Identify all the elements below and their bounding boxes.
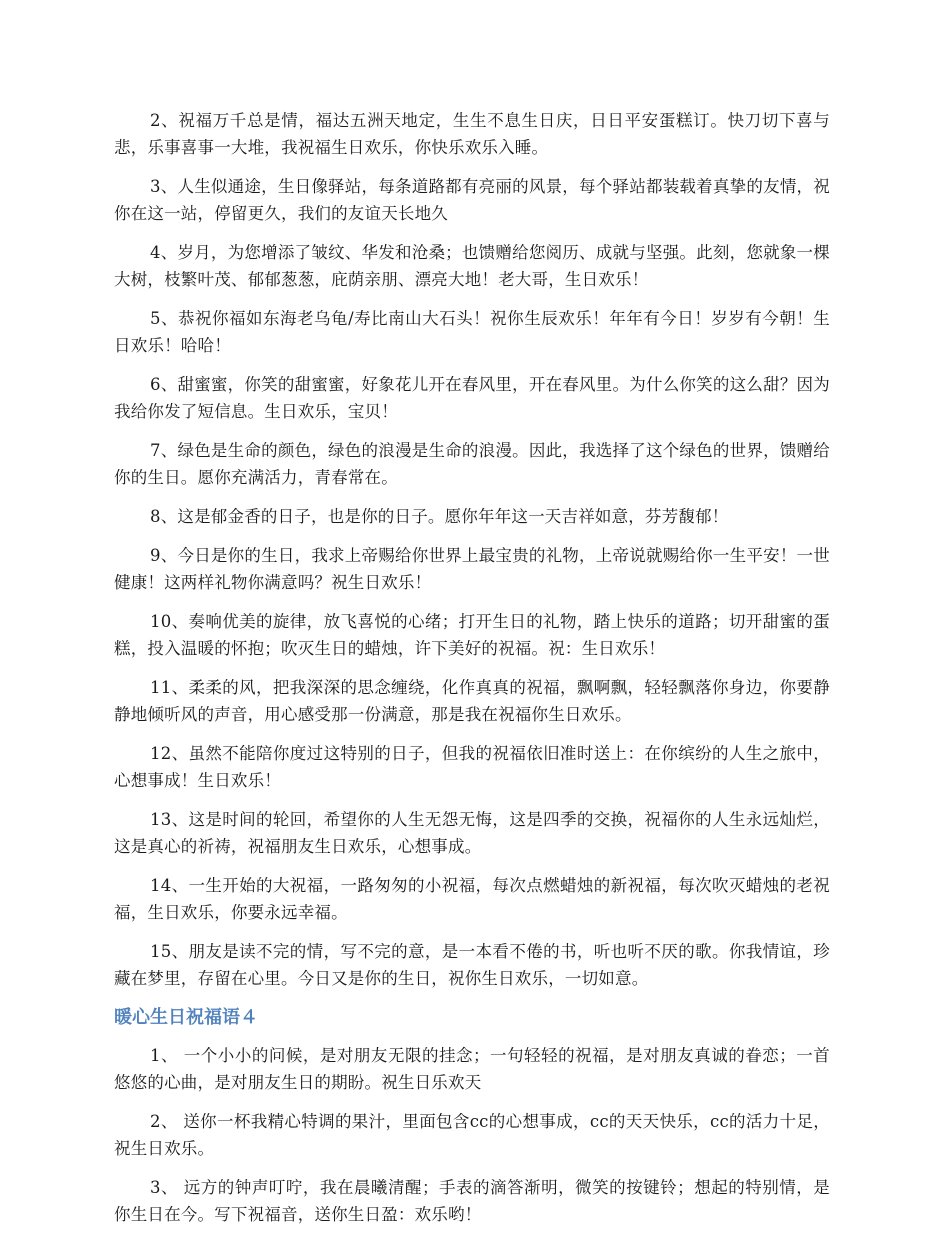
wish-paragraph-6: 6、甜蜜蜜，你笑的甜蜜蜜，好象花儿开在春风里，开在春风里。为什么你笑的这么甜？因为我给你发了短信息。生日欢乐，宝贝！ <box>114 375 830 421</box>
section4-paragraph-2: 2、 送你一杯我精心特调的果汁，里面包含cc的心想事成，cc的天天快乐，cc的活力十足，祝生日欢乐。 <box>114 1112 830 1158</box>
wish-paragraph-14: 14、一生开始的大祝福，一路匆匆的小祝福，每次点燃蜡烛的新祝福，每次吹灭蜡烛的老祝福，生日欢乐，你要永远幸福。 <box>114 876 830 922</box>
wish-paragraph-5: 5、恭祝你福如东海老乌龟/寿比南山大石头！祝你生辰欢乐！年年有今日！岁岁有今朝！生日欢乐！哈哈！ <box>114 309 830 355</box>
wish-paragraph-8: 8、这是郁金香的日子，也是你的日子。愿你年年这一天吉祥如意，芬芳馥郁！ <box>150 507 729 526</box>
wish-paragraph-10: 10、奏响优美的旋律，放飞喜悦的心绪；打开生日的礼物，踏上快乐的道路；切开甜蜜的蛋糕，投入温暖的怀抱；吹灭生日的蜡烛，许下美好的祝福。祝：生日欢乐！ <box>114 612 830 658</box>
wish-paragraph-11: 11、柔柔的风，把我深深的思念缠绕，化作真真的祝福，飘啊飘，轻轻飘落你身边，你要静静地倾听风的声音，用心感受那一份满意，那是我在祝福你生日欢乐。 <box>114 678 830 724</box>
document-body <box>114 107 830 1240</box>
wish-paragraph-15: 15、朋友是读不完的情，写不完的意，是一本看不倦的书，听也听不厌的歌。你我情谊，珍藏在梦里，存留在心里。今日又是你的生日，祝你生日欢乐，一切如意。 <box>114 942 830 988</box>
wish-paragraph-7: 7、绿色是生命的颜色，绿色的浪漫是生命的浪漫。因此，我选择了这个绿色的世界，馈赠给你的生日。愿你充满活力，青春常在。 <box>114 441 830 487</box>
section4-paragraph-1: 1、 一个小小的问候，是对朋友无限的挂念；一句轻轻的祝福，是对朋友真诚的眷恋；一首悠悠的心曲，是对朋友生日的期盼。祝生日乐欢天 <box>114 1046 830 1092</box>
wish-paragraph-2: 2、祝福万千总是情，福达五洲天地定，生生不息生日庆，日日平安蛋糕订。快刀切下喜与悲，乐事喜事一大堆，我祝福生日欢乐，你快乐欢乐入睡。 <box>114 111 830 157</box>
section-heading: 暖心生日祝福语４ <box>114 1007 258 1028</box>
wish-paragraph-12: 12、虽然不能陪你度过这特别的日子，但我的祝福依旧准时送上：在你缤纷的人生之旅中，心想事成！生日欢乐！ <box>114 744 830 790</box>
wish-paragraph-13: 13、这是时间的轮回，希望你的人生无怨无悔，这是四季的交换，祝福你的人生永远灿烂，这是真心的祈祷，祝福朋友生日欢乐，心想事成。 <box>114 810 830 856</box>
wish-paragraph-3: 3、人生似通途，生日像驿站，每条道路都有亮丽的风景，每个驿站都装载着真挚的友情，祝你在这一站，停留更久，我们的友谊天长地久 <box>114 177 830 223</box>
wish-paragraph-4: 4、岁月，为您增添了皱纹、华发和沧桑；也馈赠给您阅历、成就与坚强。此刻，您就象一棵大树，枝繁叶茂、郁郁葱葱，庇荫亲朋、漂亮大地！老大哥，生日欢乐！ <box>114 243 830 289</box>
wish-paragraph-9: 9、今日是你的生日，我求上帝赐给你世界上最宝贵的礼物，上帝说就赐给你一生平安！一世健康！这两样礼物你满意吗？祝生日欢乐！ <box>114 546 830 592</box>
section4-paragraph-3: 3、 远方的钟声叮咛，我在晨曦清醒；手表的滴答渐明，微笑的按键铃；想起的特别情，是你生日在今。写下祝福音，送你生日盈：欢乐哟！ <box>114 1178 830 1224</box>
